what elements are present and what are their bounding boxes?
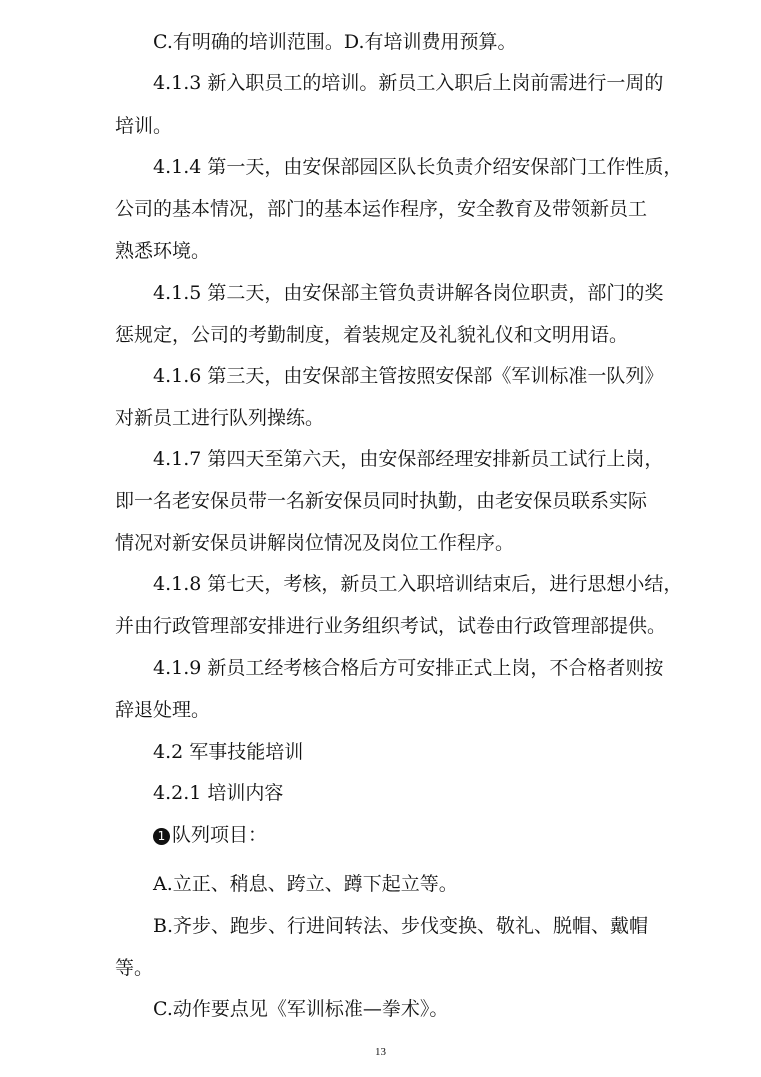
text-line: 公司的基本情况，部门的基本运作程序，安全教育及带领新员工 [115, 198, 648, 220]
text-line: 4.1.8 第七天，考核，新员工入职培训结束后，进行思想小结， [153, 573, 683, 595]
text-line: 熟悉环境。 [115, 240, 211, 262]
text-line: B.齐步、跑步、行进间转法、步伐变换、敬礼、脱帽、戴帽 [153, 915, 649, 937]
section-heading: 4.2 军事技能培训 [153, 741, 304, 763]
text-line: 4.1.9 新员工经考核合格后方可安排正式上岗，不合格者则按 [153, 657, 664, 679]
circled-number-icon: 1 [153, 828, 170, 845]
text-line: 对新员工进行队列操练。 [115, 407, 325, 429]
text-line: 4.1.6 第三天，由安保部主管按照安保部《军训标准一队列》 [153, 365, 664, 387]
list-item-label: 队列项目： [172, 824, 268, 846]
text-line: 惩规定，公司的考勤制度，着装规定及礼貌礼仪和文明用语。 [115, 324, 629, 346]
text-line: 4.1.5 第二天，由安保部主管负责讲解各岗位职责，部门的奖 [153, 282, 664, 304]
text-line: C.动作要点见《军训标准—拳术》。 [153, 998, 449, 1020]
subsection-heading: 4.2.1 培训内容 [153, 782, 284, 804]
text-line: 培训。 [115, 115, 173, 137]
text-line: 即一名老安保员带一名新安保员同时执勤，由老安保员联系实际 [115, 490, 648, 512]
text-line: 等。 [115, 957, 154, 979]
text-line: A.立正、稍息、跨立、蹲下起立等。 [153, 873, 458, 895]
text-line: 4.1.7 第四天至第六天，由安保部经理安排新员工试行上岗， [153, 448, 664, 470]
page-number: 13 [375, 1046, 386, 1058]
text-line: 情况对新安保员讲解岗位情况及岗位工作程序。 [115, 532, 515, 554]
text-line: C.有明确的培训范围。D.有培训费用预算。 [153, 31, 517, 53]
text-line: 4.1.3 新入职员工的培训。新员工入职后上岗前需进行一周的 [153, 72, 664, 94]
text-line: 辞退处理。 [115, 699, 211, 721]
text-line: 4.1.4 第一天，由安保部园区队长负责介绍安保部门工作性质， [153, 156, 683, 178]
list-item-heading [153, 823, 267, 847]
text-line: 并由行政管理部安排进行业务组织考试，试卷由行政管理部提供。 [115, 615, 667, 637]
